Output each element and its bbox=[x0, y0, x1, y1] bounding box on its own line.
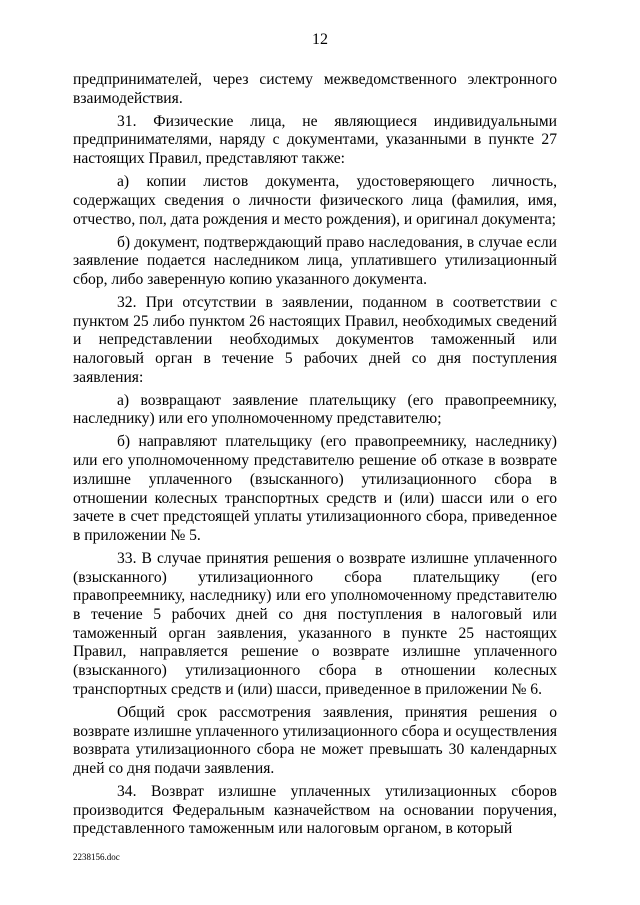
paragraph-continuation: предпринимателей, через систему межведомственного электронного взаимодействия. bbox=[73, 71, 557, 107]
paragraph-33: 33. В случае принятия решения о возврате излишне уплаченного (взысканного) утилизационного сбора плательщику (его правопреемнику, наследнику) или его уполномоченному представителю в течение 5 рабочих дней со дня поступления в налоговый или таможенный орган заявления, указанного в пункте 25 настоящих Правил, направляется решение о возврате излишне уплаченного (взысканного) утилизационного сбора в отношении колесных транспортных средств и (или) шасси, приведенное в приложении № 6. bbox=[73, 549, 557, 698]
paragraph-31-a: а) копии листов документа, удостоверяющего личность, содержащих сведения о личности физического лица (фамилия, имя, отчество, пол, дата рождения и место рождения), и оригинал документа; bbox=[73, 173, 557, 228]
document-body bbox=[73, 71, 557, 843]
paragraph-32-b: б) направляют плательщику (его правопреемнику, наследнику) или его уполномоченному представителю решение об отказе в возврате излишне уплаченного (взысканного) утилизационного сбора в отношении колесных транспортных средств и (или) шасси или о его зачете в счет предстоящей уплаты утилизационного сбора, приведенное в приложении № 5. bbox=[73, 433, 557, 544]
paragraph-33-term: Общий срок рассмотрения заявления, принятия решения о возврате излишне уплаченного утилизационного сбора и осуществления возврата утилизационного сбора не может превышать 30 календарных дней со дня подачи заявления. bbox=[73, 703, 557, 777]
document-file-code: 2238156.doc bbox=[73, 852, 120, 862]
page-number: 12 bbox=[312, 31, 328, 48]
paragraph-34: 34. Возврат излишне уплаченных утилизационных сборов производится Федеральным казначейством на основании поручения, представленного таможенным или налоговым органом, в который bbox=[73, 782, 557, 838]
paragraph-32-a: а) возвращают заявление плательщику (его правопреемнику, наследнику) или его уполномоченному представителю; bbox=[73, 391, 557, 428]
paragraph-32: 32. При отсутствии в заявлении, поданном в соответствии с пунктом 25 либо пунктом 26 настоящих Правил, необходимых сведений и непредставлении необходимых документов таможенный или налоговый орган в течение 5 рабочих дней со дня поступления заявления: bbox=[73, 293, 557, 386]
paragraph-31-b: б) документ, подтверждающий право наследования, в случае если заявление подается наследником лица, уплатившего утилизационный сбор, либо заверенную копию указанного документа. bbox=[73, 233, 557, 288]
paragraph-31: 31. Физические лица, не являющиеся индивидуальными предпринимателями, наряду с документами, указанными в пункте 27 настоящих Правил, представляют также: bbox=[73, 112, 557, 168]
